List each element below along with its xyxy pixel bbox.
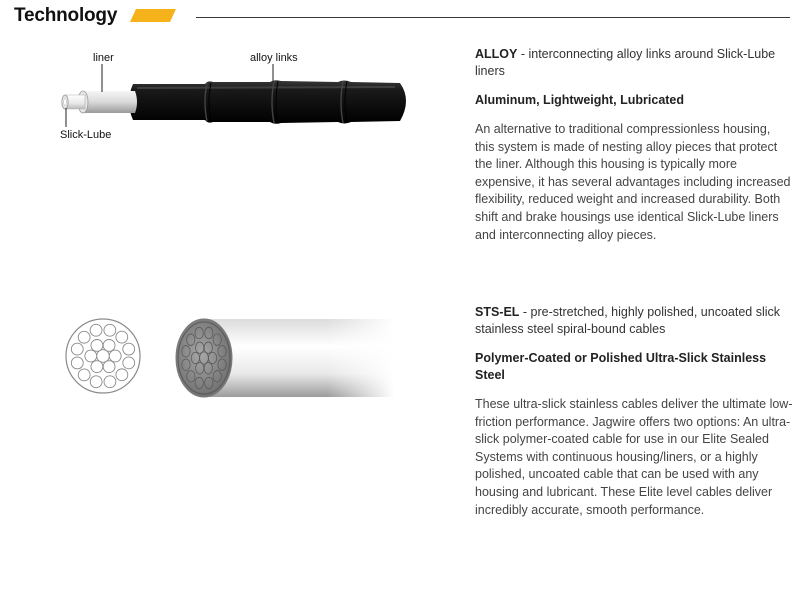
wire-strand — [71, 343, 83, 355]
sts-el-lead — [475, 304, 793, 338]
sts-el-body: These ultra-slick stainless cables deliver the ultimate low-friction performance. Jagwire offers two options: An ultra-slick polymer-coated cable for use in our Elite Sealed Systems with continuous housing/liners, or a highly polished, uncoated cable that can be used with any housing and lubricant. These Elite level cables deliver incredibly accurate, smooth performance. — [475, 397, 793, 517]
wire-strand — [90, 324, 102, 336]
cable-strand-illustration — [58, 306, 398, 412]
alloy-lead — [475, 46, 793, 80]
wire-strand — [123, 357, 135, 369]
wire-strand — [104, 324, 116, 336]
alloy-housing — [129, 80, 406, 124]
accent-stripe-icon — [130, 9, 176, 22]
wire-strand — [90, 376, 102, 388]
alloy-term: ALLOY — [475, 47, 518, 61]
wire-strand — [91, 361, 103, 373]
page-title: Technology — [14, 5, 118, 26]
wire-strand — [123, 343, 135, 355]
slick-lube-label: Slick-Lube — [60, 129, 112, 141]
wire-strand — [78, 331, 90, 343]
liner-label: liner — [93, 52, 114, 64]
alloy-description — [475, 46, 793, 244]
sts-el-lead-text: - pre-stretched, highly polished, uncoated slick stainless steel spiral-bound cables — [475, 305, 781, 336]
wire-strand — [71, 357, 83, 369]
strand-cross-section — [66, 319, 140, 393]
liner — [78, 91, 137, 113]
slick-lube-tube — [62, 95, 85, 109]
alloy-links-label: alloy links — [250, 52, 298, 64]
header-divider — [196, 17, 790, 18]
alloy-body: An alternative to traditional compressionless housing, this system is made of nesting alloy pieces that protect the liner. Although this housing is typically more expensive, it has several advantages including increased flexibility, reduced weight and increased durability. Both shift and brake housings use identical Slick-Lube liners and interconnecting alloy pieces. — [475, 122, 791, 242]
sts-el-description — [475, 304, 793, 519]
sts-el-subhead: Polymer-Coated or Polished Ultra-Slick Stainless Steel — [475, 351, 767, 382]
wire-strand — [104, 376, 116, 388]
wire-strand — [109, 350, 121, 362]
alloy-subhead: Aluminum, Lightweight, Lubricated — [475, 93, 685, 107]
wire-strand — [91, 340, 103, 352]
wire-strand — [103, 340, 115, 352]
wire-strand — [103, 361, 115, 373]
wire-strand — [97, 350, 110, 363]
wire-strand — [116, 331, 128, 343]
wire-strand — [78, 369, 90, 381]
section-header — [0, 0, 800, 36]
wire-strand — [116, 369, 128, 381]
wire-strand — [85, 350, 97, 362]
alloy-lead-text: - interconnecting alloy links around Slick-Lube liners — [475, 47, 776, 78]
sts-el-term: STS-EL — [475, 305, 520, 319]
